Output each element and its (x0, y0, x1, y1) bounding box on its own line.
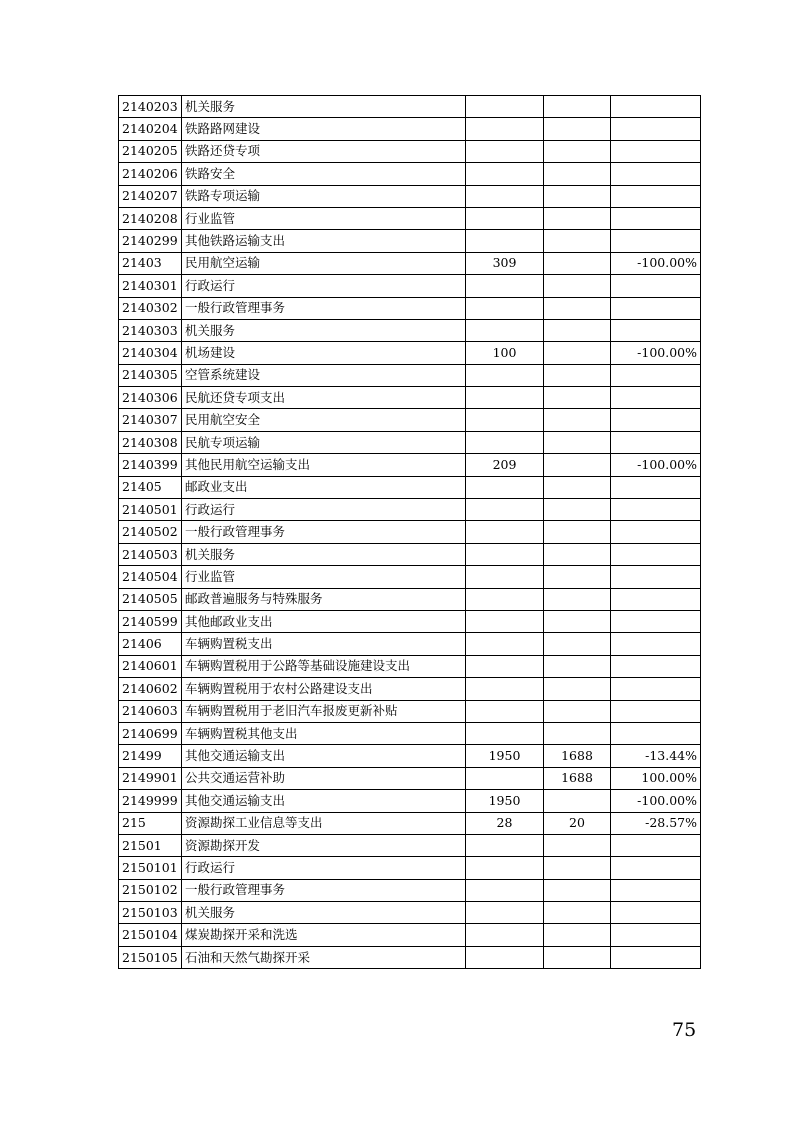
change-rate-cell (611, 902, 701, 924)
change-rate-cell (611, 543, 701, 565)
table-body (119, 96, 701, 969)
account-code-cell: 2140305 (119, 364, 182, 386)
prior-year-amount-cell (466, 409, 544, 431)
table-row (119, 252, 701, 274)
prior-year-amount-cell (466, 678, 544, 700)
account-name-cell: 行政运行 (182, 275, 466, 297)
change-rate-cell (611, 834, 701, 856)
current-year-amount-cell (544, 185, 611, 207)
current-year-amount-cell (544, 207, 611, 229)
page-number: 75 (672, 1019, 697, 1041)
change-rate-cell (611, 207, 701, 229)
account-code-cell: 2150102 (119, 879, 182, 901)
table-row (119, 902, 701, 924)
account-name-cell: 机关服务 (182, 902, 466, 924)
change-rate-cell (611, 431, 701, 453)
change-rate-cell: -100.00% (611, 790, 701, 812)
current-year-amount-cell (544, 543, 611, 565)
current-year-amount-cell (544, 588, 611, 610)
account-code-cell: 2140299 (119, 230, 182, 252)
current-year-amount-cell: 1688 (544, 767, 611, 789)
account-name-cell: 其他铁路运输支出 (182, 230, 466, 252)
prior-year-amount-cell (466, 610, 544, 632)
account-code-cell: 2140699 (119, 722, 182, 744)
prior-year-amount-cell (466, 118, 544, 140)
table-row (119, 319, 701, 341)
prior-year-amount-cell (466, 879, 544, 901)
account-name-cell: 一般行政管理事务 (182, 521, 466, 543)
account-name-cell: 车辆购置税用于老旧汽车报废更新补贴 (182, 700, 466, 722)
account-code-cell: 2140204 (119, 118, 182, 140)
account-code-cell: 2140503 (119, 543, 182, 565)
table-row (119, 566, 701, 588)
change-rate-cell (611, 319, 701, 341)
account-name-cell: 其他交通运输支出 (182, 745, 466, 767)
change-rate-cell (611, 476, 701, 498)
change-rate-cell: -100.00% (611, 342, 701, 364)
account-code-cell: 2140603 (119, 700, 182, 722)
account-name-cell: 空管系统建设 (182, 364, 466, 386)
prior-year-amount-cell (466, 588, 544, 610)
table-row (119, 745, 701, 767)
table-row (119, 185, 701, 207)
prior-year-amount-cell (466, 207, 544, 229)
current-year-amount-cell (544, 678, 611, 700)
current-year-amount-cell (544, 297, 611, 319)
change-rate-cell (611, 409, 701, 431)
change-rate-cell (611, 633, 701, 655)
prior-year-amount-cell (466, 521, 544, 543)
current-year-amount-cell: 20 (544, 812, 611, 834)
change-rate-cell (611, 118, 701, 140)
account-code-cell: 2150101 (119, 857, 182, 879)
table-row (119, 946, 701, 968)
prior-year-amount-cell (466, 275, 544, 297)
current-year-amount-cell (544, 118, 611, 140)
prior-year-amount-cell (466, 140, 544, 162)
account-name-cell: 资源勘探开发 (182, 834, 466, 856)
account-name-cell: 资源勘探工业信息等支出 (182, 812, 466, 834)
account-code-cell: 21499 (119, 745, 182, 767)
change-rate-cell (611, 857, 701, 879)
change-rate-cell (611, 499, 701, 521)
account-code-cell: 21406 (119, 633, 182, 655)
table-row (119, 700, 701, 722)
current-year-amount-cell: 1688 (544, 745, 611, 767)
account-code-cell: 2149999 (119, 790, 182, 812)
prior-year-amount-cell (466, 364, 544, 386)
account-code-cell: 2140504 (119, 566, 182, 588)
account-name-cell: 一般行政管理事务 (182, 879, 466, 901)
current-year-amount-cell (544, 499, 611, 521)
current-year-amount-cell (544, 700, 611, 722)
change-rate-cell (611, 185, 701, 207)
table-row (119, 655, 701, 677)
change-rate-cell (611, 700, 701, 722)
account-code-cell: 2140303 (119, 319, 182, 341)
table-row (119, 230, 701, 252)
table-row (119, 543, 701, 565)
table-row (119, 588, 701, 610)
current-year-amount-cell (544, 722, 611, 744)
prior-year-amount-cell (466, 566, 544, 588)
prior-year-amount-cell (466, 722, 544, 744)
prior-year-amount-cell: 309 (466, 252, 544, 274)
current-year-amount-cell (544, 857, 611, 879)
change-rate-cell: -100.00% (611, 454, 701, 476)
prior-year-amount-cell (466, 946, 544, 968)
change-rate-cell (611, 610, 701, 632)
change-rate-cell (611, 163, 701, 185)
account-code-cell: 2140307 (119, 409, 182, 431)
account-code-cell: 21403 (119, 252, 182, 274)
budget-expenditure-table (118, 95, 701, 969)
table-row (119, 834, 701, 856)
current-year-amount-cell (544, 431, 611, 453)
account-name-cell: 机关服务 (182, 319, 466, 341)
table-row (119, 431, 701, 453)
prior-year-amount-cell: 100 (466, 342, 544, 364)
table-row (119, 163, 701, 185)
prior-year-amount-cell (466, 924, 544, 946)
account-name-cell: 邮政普遍服务与特殊服务 (182, 588, 466, 610)
account-name-cell: 铁路还贷专项 (182, 140, 466, 162)
account-code-cell: 2140304 (119, 342, 182, 364)
table-row (119, 521, 701, 543)
table-row (119, 767, 701, 789)
account-name-cell: 行政运行 (182, 499, 466, 521)
prior-year-amount-cell (466, 767, 544, 789)
change-rate-cell (611, 96, 701, 118)
current-year-amount-cell (544, 364, 611, 386)
change-rate-cell (611, 924, 701, 946)
current-year-amount-cell (544, 387, 611, 409)
account-name-cell: 机关服务 (182, 543, 466, 565)
account-name-cell: 铁路安全 (182, 163, 466, 185)
account-name-cell: 邮政业支出 (182, 476, 466, 498)
change-rate-cell (611, 678, 701, 700)
prior-year-amount-cell: 1950 (466, 790, 544, 812)
account-name-cell: 机关服务 (182, 96, 466, 118)
prior-year-amount-cell: 209 (466, 454, 544, 476)
account-code-cell: 215 (119, 812, 182, 834)
prior-year-amount-cell (466, 834, 544, 856)
account-code-cell: 2140601 (119, 655, 182, 677)
prior-year-amount-cell (466, 543, 544, 565)
change-rate-cell (611, 588, 701, 610)
current-year-amount-cell (544, 342, 611, 364)
account-code-cell: 2140301 (119, 275, 182, 297)
account-name-cell: 行政运行 (182, 857, 466, 879)
account-code-cell: 2150104 (119, 924, 182, 946)
prior-year-amount-cell (466, 297, 544, 319)
current-year-amount-cell (544, 834, 611, 856)
current-year-amount-cell (544, 252, 611, 274)
current-year-amount-cell (544, 610, 611, 632)
table-row (119, 812, 701, 834)
current-year-amount-cell (544, 230, 611, 252)
account-code-cell: 2140302 (119, 297, 182, 319)
account-name-cell: 车辆购置税支出 (182, 633, 466, 655)
current-year-amount-cell (544, 879, 611, 901)
change-rate-cell: 100.00% (611, 767, 701, 789)
account-code-cell: 2140502 (119, 521, 182, 543)
account-name-cell: 其他交通运输支出 (182, 790, 466, 812)
current-year-amount-cell (544, 96, 611, 118)
prior-year-amount-cell (466, 499, 544, 521)
table-row (119, 297, 701, 319)
current-year-amount-cell (544, 946, 611, 968)
account-code-cell: 2150103 (119, 902, 182, 924)
table-row (119, 96, 701, 118)
account-code-cell: 2140308 (119, 431, 182, 453)
current-year-amount-cell (544, 566, 611, 588)
account-code-cell: 2140306 (119, 387, 182, 409)
account-name-cell: 车辆购置税用于农村公路建设支出 (182, 678, 466, 700)
table-row (119, 678, 701, 700)
change-rate-cell (611, 722, 701, 744)
current-year-amount-cell (544, 790, 611, 812)
prior-year-amount-cell: 28 (466, 812, 544, 834)
current-year-amount-cell (544, 454, 611, 476)
account-name-cell: 民航专项运输 (182, 431, 466, 453)
account-code-cell: 2140206 (119, 163, 182, 185)
change-rate-cell (611, 655, 701, 677)
table-row (119, 476, 701, 498)
account-code-cell: 2140207 (119, 185, 182, 207)
table-row (119, 722, 701, 744)
prior-year-amount-cell (466, 902, 544, 924)
current-year-amount-cell (544, 140, 611, 162)
account-name-cell: 其他民用航空运输支出 (182, 454, 466, 476)
change-rate-cell (611, 297, 701, 319)
prior-year-amount-cell (466, 185, 544, 207)
change-rate-cell (611, 364, 701, 386)
current-year-amount-cell (544, 163, 611, 185)
account-code-cell: 2140399 (119, 454, 182, 476)
table-row (119, 342, 701, 364)
account-code-cell: 2140505 (119, 588, 182, 610)
account-code-cell: 2140501 (119, 499, 182, 521)
prior-year-amount-cell (466, 857, 544, 879)
prior-year-amount-cell (466, 319, 544, 341)
table-row (119, 499, 701, 521)
current-year-amount-cell (544, 275, 611, 297)
table-row (119, 857, 701, 879)
table-row (119, 610, 701, 632)
account-name-cell: 车辆购置税其他支出 (182, 722, 466, 744)
change-rate-cell (611, 566, 701, 588)
account-name-cell: 一般行政管理事务 (182, 297, 466, 319)
current-year-amount-cell (544, 633, 611, 655)
prior-year-amount-cell (466, 96, 544, 118)
account-name-cell: 民用航空运输 (182, 252, 466, 274)
table-row (119, 924, 701, 946)
table-row (119, 140, 701, 162)
prior-year-amount-cell (466, 431, 544, 453)
account-name-cell: 民航还贷专项支出 (182, 387, 466, 409)
prior-year-amount-cell (466, 633, 544, 655)
change-rate-cell (611, 230, 701, 252)
account-code-cell: 2140599 (119, 610, 182, 632)
account-code-cell: 21501 (119, 834, 182, 856)
table-row (119, 364, 701, 386)
change-rate-cell: -100.00% (611, 252, 701, 274)
table-row (119, 454, 701, 476)
account-name-cell: 公共交通运营补助 (182, 767, 466, 789)
table-row (119, 633, 701, 655)
table-row (119, 790, 701, 812)
table-row (119, 118, 701, 140)
account-name-cell: 煤炭勘探开采和洗选 (182, 924, 466, 946)
change-rate-cell (611, 879, 701, 901)
change-rate-cell: -28.57% (611, 812, 701, 834)
prior-year-amount-cell (466, 655, 544, 677)
change-rate-cell (611, 387, 701, 409)
account-name-cell: 车辆购置税用于公路等基础设施建设支出 (182, 655, 466, 677)
current-year-amount-cell (544, 924, 611, 946)
account-name-cell: 行业监管 (182, 207, 466, 229)
account-code-cell: 2140203 (119, 96, 182, 118)
account-name-cell: 机场建设 (182, 342, 466, 364)
account-name-cell: 行业监管 (182, 566, 466, 588)
prior-year-amount-cell: 1950 (466, 745, 544, 767)
table-row (119, 387, 701, 409)
table-row (119, 879, 701, 901)
current-year-amount-cell (544, 521, 611, 543)
prior-year-amount-cell (466, 700, 544, 722)
account-code-cell: 21405 (119, 476, 182, 498)
change-rate-cell (611, 275, 701, 297)
account-code-cell: 2149901 (119, 767, 182, 789)
prior-year-amount-cell (466, 387, 544, 409)
current-year-amount-cell (544, 409, 611, 431)
current-year-amount-cell (544, 319, 611, 341)
table-row (119, 207, 701, 229)
current-year-amount-cell (544, 902, 611, 924)
change-rate-cell (611, 140, 701, 162)
account-code-cell: 2140205 (119, 140, 182, 162)
table-row (119, 275, 701, 297)
change-rate-cell (611, 946, 701, 968)
account-code-cell: 2140602 (119, 678, 182, 700)
account-code-cell: 2150105 (119, 946, 182, 968)
table-row (119, 409, 701, 431)
current-year-amount-cell (544, 476, 611, 498)
account-name-cell: 民用航空安全 (182, 409, 466, 431)
prior-year-amount-cell (466, 476, 544, 498)
prior-year-amount-cell (466, 163, 544, 185)
change-rate-cell (611, 521, 701, 543)
current-year-amount-cell (544, 655, 611, 677)
account-name-cell: 石油和天然气勘探开采 (182, 946, 466, 968)
prior-year-amount-cell (466, 230, 544, 252)
account-name-cell: 其他邮政业支出 (182, 610, 466, 632)
account-code-cell: 2140208 (119, 207, 182, 229)
account-name-cell: 铁路路网建设 (182, 118, 466, 140)
change-rate-cell: -13.44% (611, 745, 701, 767)
account-name-cell: 铁路专项运输 (182, 185, 466, 207)
